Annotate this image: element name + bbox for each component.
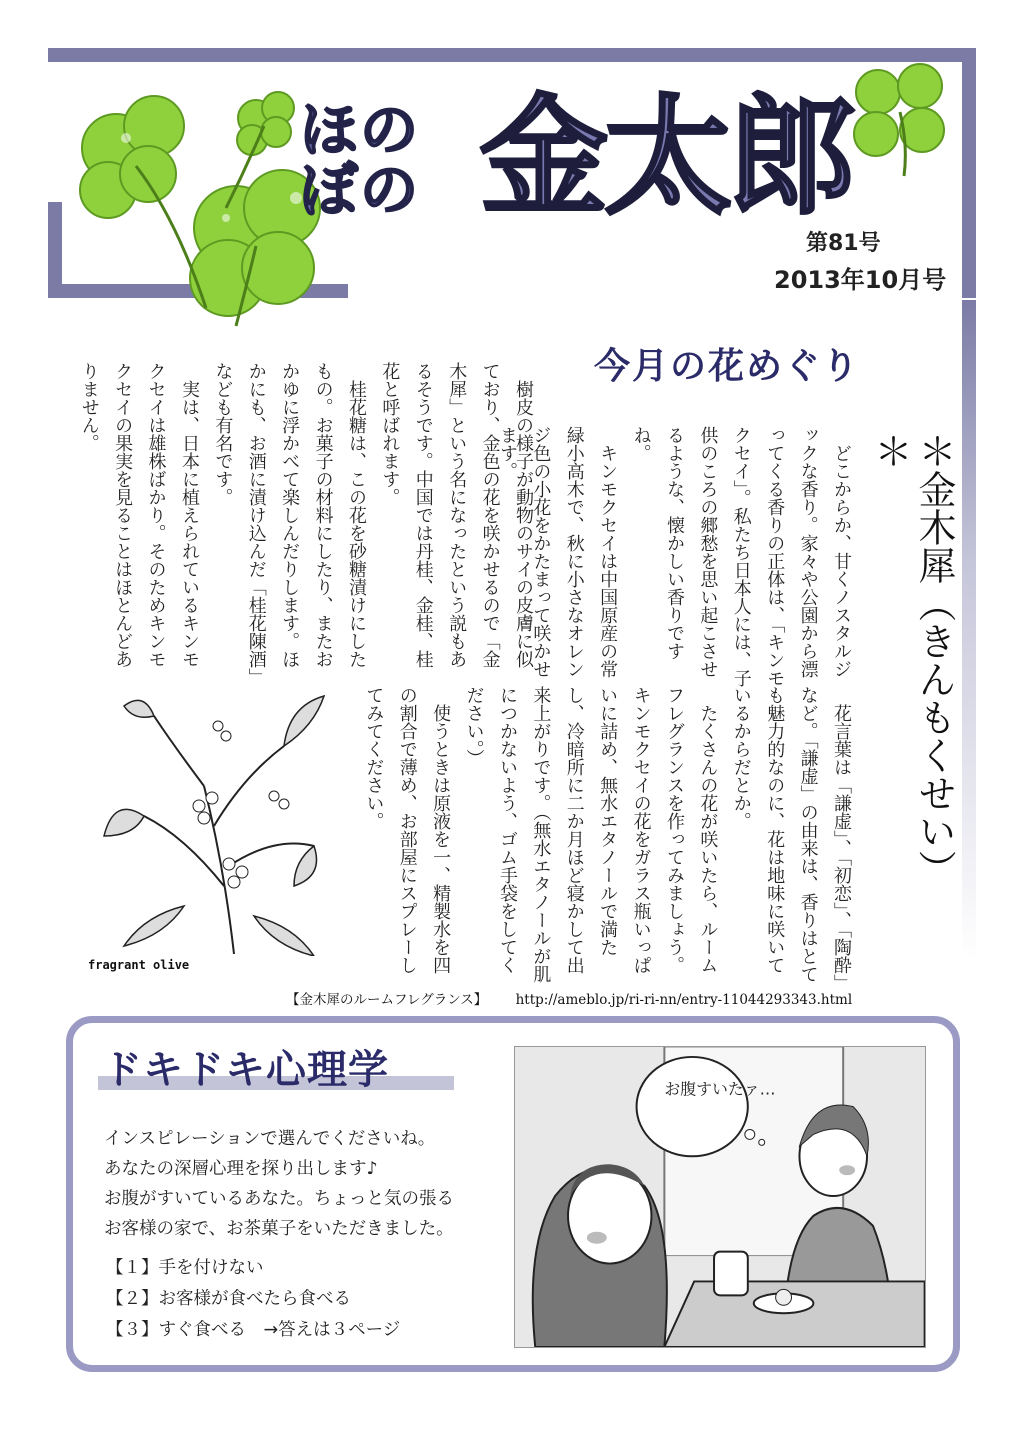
osmanthus-illustration-icon xyxy=(84,686,334,956)
illustration-caption: fragrant olive xyxy=(88,958,190,972)
cartoon-illustration xyxy=(514,1046,926,1348)
reference-line xyxy=(286,988,852,1008)
masthead-title-small xyxy=(300,96,470,224)
psychology-line: あなたの深層心理を探り出します♪ xyxy=(104,1159,378,1179)
psychology-option: 【１】手を付けない xyxy=(106,1258,264,1278)
article-paragraph: 使うときは原液を一、精製水を四の割合で薄め、お部屋にスプレーしてみてください。 xyxy=(363,686,452,974)
psychology-line: お腹がすいているあなた。ちょっと気の張る xyxy=(104,1189,454,1209)
psychology-option: 【３】すぐ食べる →答えは３ページ xyxy=(106,1320,401,1340)
psychology-option: 【２】お客様が食べたら食べる xyxy=(106,1289,351,1309)
section-heading-text: 今月の花めぐり xyxy=(594,346,861,387)
article-paragraph: キンモクセイは中国原産の常緑小高木で、秋に小さなオレンジ色の小花をかたまって咲かせます。 xyxy=(496,426,619,678)
speech-bubble-text: お腹すいたァ… xyxy=(664,1079,776,1099)
article-paragraph: 樹皮の様子が動物のサイの皮膚に似ており、金色の花を咲かせるので「金木犀」という名になったという説もあるそうです。中国では丹桂、金桂、桂花と呼ばれます。 xyxy=(379,362,534,668)
reference-url[interactable]: http://ameblo.jp/ri-ri-nn/entry-11044293343.html xyxy=(515,992,853,1008)
clover-small-icon xyxy=(842,56,960,180)
article-paragraph: どこからか、甘くノスタルジックな香り。家々や公園から漂ってくる香りの正体は、「キンモクセイ」。私たち日本人には、子供のころの郷愁を思い起こさせるような、懐かしい香りですね。 xyxy=(630,426,852,687)
article-paragraph: 桂花糖は、この花を砂糖漬けにしたもの。お菓子の材料にしたり、またおかゆに浮かべて楽しんだりします。ほかにも、お酒に漬け込んだ「桂花陳酒」なども有名です。 xyxy=(212,362,367,677)
psychology-options xyxy=(106,1253,506,1346)
issue-number: 第81号 xyxy=(806,231,881,256)
flower-title: ＊金木犀（きんもくせい）＊ xyxy=(868,432,956,888)
clover-large-icon xyxy=(56,78,326,328)
article-column-top-left xyxy=(60,362,540,682)
article-paragraph: 花言葉は「謙虚」、「初恋」、「陶酔」など。「謙虚」の由来は、香りはとても魅力的なのに、花は地味に咲いているからだとか。 xyxy=(730,686,852,983)
psychology-line: お客様の家で、お茶菓子をいただきました。 xyxy=(104,1219,454,1239)
masthead-title-small-line2: ぼの xyxy=(300,156,421,224)
article-paragraph: たくさんの花が咲いたら、ルームフレグランスを作ってみましょう。キンモクセイの花をガラス瓶いっぱいに詰め、無水エタノールで満たし、冷暗所に二か月ほど寝かして出来上がりです。（無水エタノールが肌につかないよう、ゴム手袋をしてください。） xyxy=(463,686,719,983)
psychology-intro xyxy=(104,1124,504,1244)
page-right-border xyxy=(962,300,976,960)
article-paragraph: 実は、日本に植えられているキンモクセイは雄株ばかり。そのためキンモクセイの果実を見ることはほとんどありません。 xyxy=(78,362,200,668)
speech-bubble-icon xyxy=(637,1057,748,1156)
masthead-title-small-line1: ほの xyxy=(300,96,421,164)
masthead-title: 金太郎 xyxy=(480,83,853,232)
issue-date: 2013年10月号 xyxy=(774,266,947,294)
article-column-bottom xyxy=(338,686,858,986)
psychology-line: インスピレーションで選んでくださいね。 xyxy=(104,1129,436,1149)
section-heading-flower xyxy=(588,338,904,394)
psychology-title: ドキドキ心理学 xyxy=(102,1047,389,1093)
article-column-top-right xyxy=(496,426,858,688)
reference-label: 【金木犀のルームフレグランス】 xyxy=(286,992,488,1008)
